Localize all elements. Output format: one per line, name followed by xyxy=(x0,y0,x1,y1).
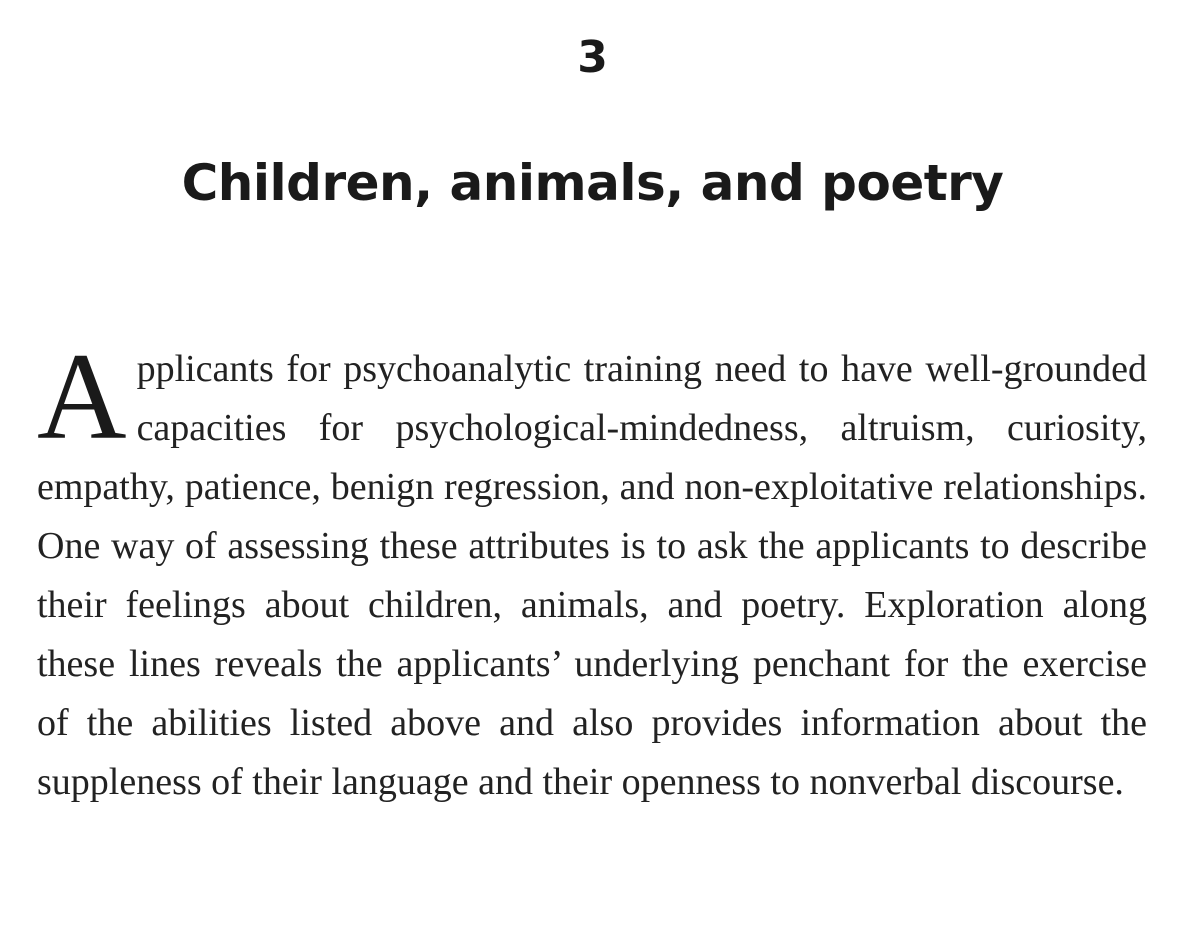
body-paragraph xyxy=(37,328,1147,812)
drop-cap: A xyxy=(37,328,127,465)
paragraph-text: pplicants for psychoanalytic training need to have well-grounded capacities for psychological-mindedness, altruism, curiosity, empathy, patience, benign regression, and non-exploitative relationships. One way of assessing these attributes is to ask the applicants to describe their feelings about children, animals, and poetry. Exploration along these lines reveals the applicants’ underlying penchant for the exercise of the abilities listed above and also provides information about the suppleness of their language and their openness to nonverbal discourse. xyxy=(37,348,1147,803)
chapter-number: 3 xyxy=(577,32,608,83)
chapter-title: Children, animals, and poetry xyxy=(181,154,1004,212)
